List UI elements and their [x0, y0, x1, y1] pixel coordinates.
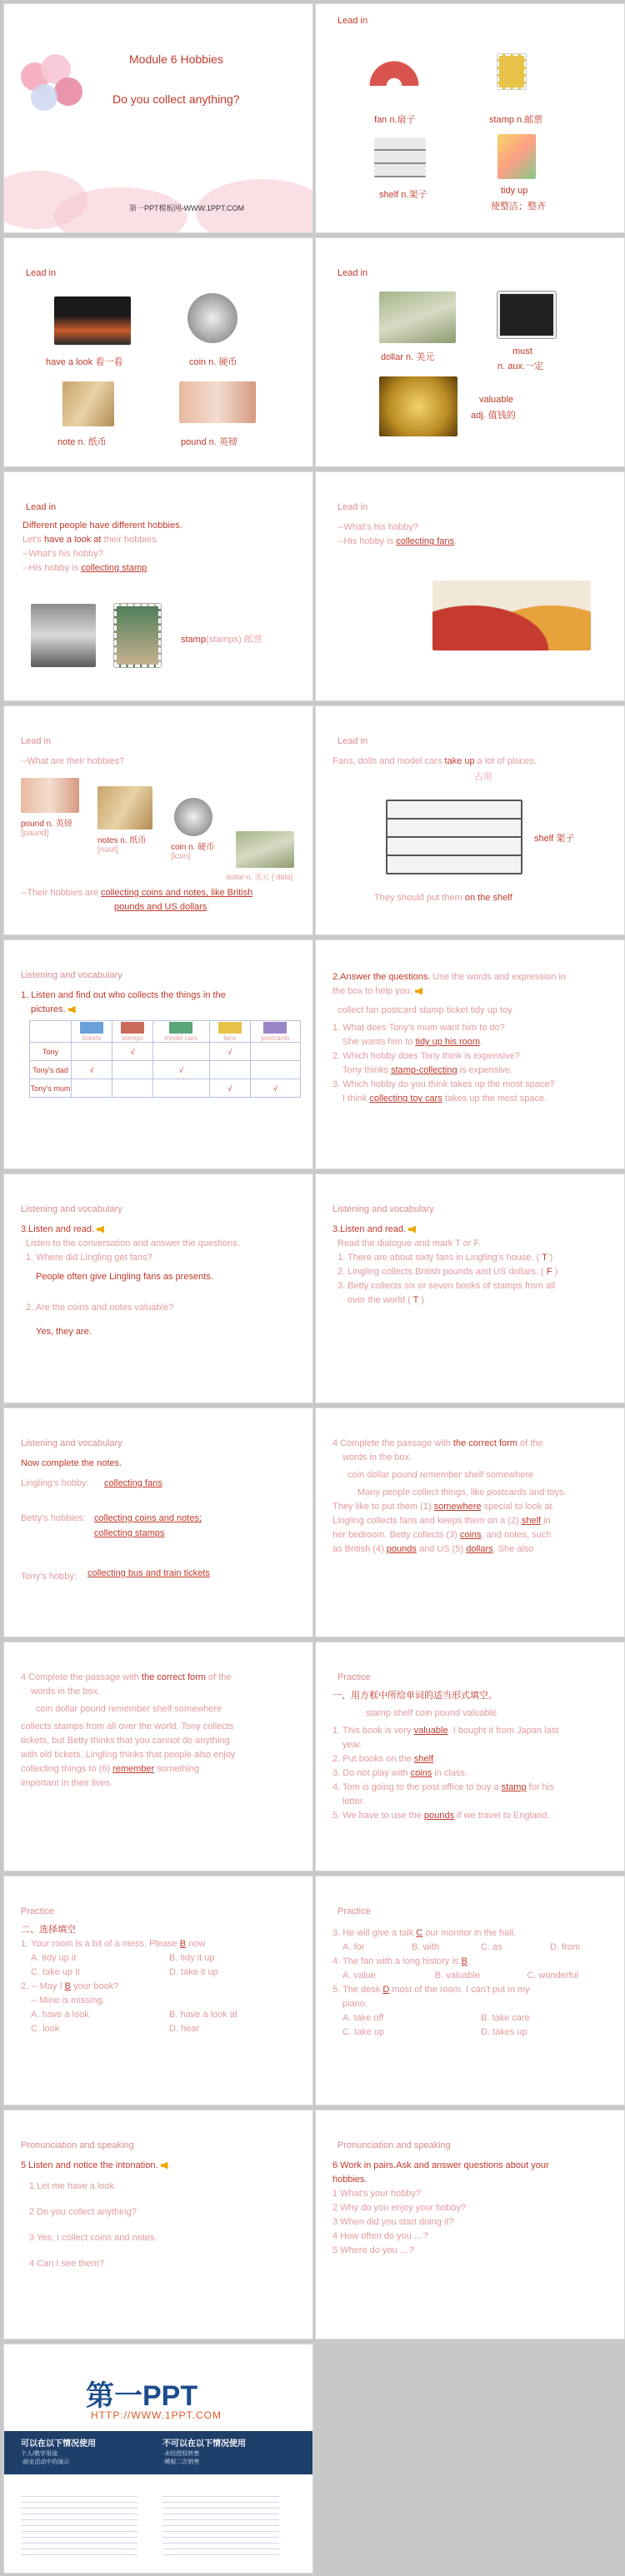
content-block: 2.Answer the questions. Use the words and expression in the box to help you. collect fan postcard stamp ticket tidy up toy 1. What does Tony's mum want him to do? She wants him to tidy up his room. 2. Which hobby does Tony think is expensive? Tony thinks stamp-collecting is expensive. 3. Which hobby do you think takes up the most space? I think collecting toy cars takes up the most space. — [332, 970, 616, 1106]
slide-header: Practice — [338, 1906, 371, 1916]
line-1: Different people have different hobbies. — [22, 521, 182, 531]
sentence-2: They should put them on the shelf — [374, 893, 512, 903]
slide-header: Practice — [338, 1672, 371, 1682]
slide-6-lead-in — [315, 471, 625, 701]
slide-header: Pronunciation and speaking — [21, 2140, 134, 2150]
question: --What are their hobbies? — [21, 756, 125, 766]
line-2: --His hobby is collecting fans. — [338, 536, 458, 547]
slide-header: Lead in — [338, 268, 368, 278]
sentence-3: 3 Yes, I collect coins and notes. — [29, 2233, 158, 2244]
dollar-image — [236, 831, 294, 868]
coin-label: coin n. 硬币 [kɔin] — [171, 843, 215, 861]
col-fans: fans — [209, 1021, 250, 1043]
line-2: Let's have a look at their hobbies. — [22, 535, 159, 546]
lingling-label: Lingling's hobby: — [21, 1478, 89, 1488]
pound-label: pound n. 英镑 [paund] — [21, 820, 72, 838]
shelf-caption: shelf n.架子 — [379, 190, 428, 200]
pound-note-image — [179, 381, 256, 423]
speaker-icon[interactable] — [68, 1006, 76, 1014]
slide-16-practice — [315, 1642, 625, 1871]
betty-answer-1: collecting coins and notes; — [94, 1513, 202, 1523]
pound-image — [21, 778, 79, 813]
valuable-meaning: adj. 值钱的 — [471, 411, 516, 421]
slide-21-template-credit — [3, 2344, 313, 2574]
treasure-image — [379, 376, 458, 436]
table-header-row — [30, 1021, 301, 1043]
slide-20-speaking — [315, 2110, 625, 2339]
slide-header: Listening and vocabulary — [21, 1438, 122, 1448]
site-logo: 第一PPT — [86, 2380, 198, 2412]
col-model-cars: model cars — [152, 1021, 209, 1043]
notes-image — [98, 786, 152, 830]
module-label: Module 6 Hobbies — [129, 52, 223, 66]
link-list-right — [162, 2491, 279, 2558]
content-block: 二、选择填空 1. Your room is a bit of a mess. Please B now A. tidy up it B. tidy it up C. take up it D. take it up 2. -- May I B your book? -- Mine is missing. A. have a look B. have a look at C. look D. hear — [21, 1925, 238, 2035]
collector-photo — [31, 604, 96, 667]
sentence-1: Fans, dolls and model cars take up a lot of places. — [332, 756, 537, 766]
bird-stamp — [114, 604, 161, 667]
slide-header: Lead in — [26, 268, 57, 278]
valuable-word: valuable — [479, 395, 513, 405]
stamp-definition: stamp(stamps) 邮票 — [181, 635, 262, 645]
tony-label: Tony's hobby: — [21, 1572, 77, 1582]
slide-17-practice — [3, 1876, 313, 2105]
sentence-1: 1 Let me have a look. — [29, 2181, 118, 2192]
slide-header: Listening and vocabulary — [332, 1204, 434, 1214]
slide-header: Lead in — [338, 502, 368, 512]
pound-caption: pound n. 英镑 — [181, 437, 238, 447]
slide-header: Pronunciation and speaking — [338, 2140, 451, 2150]
slide-15-passage — [3, 1642, 313, 1871]
take-up-meaning: 占用 — [474, 772, 492, 782]
content-block: 5 Listen and notice the intonation. 1 Let me have a look. 2 Do you collect anything? 3 Yes, I collect coins and notes. 4 Can I see them? — [21, 2159, 308, 2271]
slide-header: Lead in — [338, 736, 368, 746]
slide-header: Lead in — [26, 502, 57, 512]
sentence-4: 4 Can I see them? — [29, 2259, 104, 2270]
slide-3-lead-in — [3, 237, 313, 467]
content-block: 3.Listen and read. Read the dialogue and mark T or F. 1. There are about sixty fans in Lingling's house. ( T ) 2. Lingling collects British pounds and US dollars. ( F ) 3. Betty collects six or seven books of stamps from all over the world ( T ) — [332, 1224, 558, 1306]
slide-header: Listening and vocabulary — [21, 970, 122, 980]
slide-header: Lead in — [21, 736, 52, 746]
answer: --Their hobbies are collecting coins and notes, like British pounds and US dollars. — [21, 888, 253, 913]
coin-image — [174, 798, 212, 836]
betty-answer-2: collecting stamps — [94, 1528, 165, 1538]
banknote-image — [62, 381, 114, 426]
note-caption: note n. 纸币 — [58, 437, 107, 447]
task: 1. Listen and find out who collects the things in the pictures. — [21, 990, 226, 1015]
table-row: Tony's dad √ √ — [30, 1061, 301, 1079]
dollar-label: dollar n. 美元 [ˈdɒlə] — [226, 873, 293, 881]
slide-1-title — [3, 3, 313, 233]
content-block: 4 Complete the passage with the correct form of the words in the box. coin dollar pound remember shelf somewhere Many people collect things, like postcards and toys. They like to put them (1) somewhere special to look at. Lingling collects fans and keeps them on a (2) shelf in her bedroom. Betty collects (3) coins, and notes, such as British (4) pounds and US (5) dollars. She also — [332, 1437, 619, 1557]
slide-header: Listening and vocabulary — [21, 1204, 122, 1214]
shelf-photo — [386, 800, 522, 874]
content-block: 3. He will give a talk C our monitor in the hall. A. for B. with C. as D. from 4. The fan with a long history is B. A. value B. valuable C. wonderful 5. The desk D most of the room. I can't put in my piano. A. take off B. take care C. take up D. takes up — [332, 1928, 581, 2038]
slide-header: Lead in — [338, 16, 368, 26]
balloon-hearts — [21, 54, 88, 121]
lingling-answer: collecting fans — [104, 1478, 162, 1488]
slide-14-passage — [315, 1408, 625, 1637]
col-tickets: tickets — [72, 1021, 112, 1043]
slide-11-listen-read — [3, 1173, 313, 1403]
speaker-icon[interactable] — [408, 1226, 416, 1233]
slide-10-answer-questions — [315, 939, 625, 1169]
slide-2-lead-in — [315, 3, 625, 233]
word-box: coin dollar pound remember shelf somewhere — [36, 1704, 222, 1715]
tony-answer: collecting bus and train tickets — [88, 1568, 210, 1578]
dollar-image — [379, 291, 456, 343]
tidy-up-caption: tidy up — [501, 186, 528, 196]
speaker-icon[interactable] — [97, 1226, 104, 1233]
tidy-up-image — [498, 134, 536, 179]
shelf-image — [374, 137, 426, 177]
slide-12-true-false — [315, 1173, 625, 1403]
col-postcards: postcards — [250, 1021, 300, 1043]
coin-caption: coin n. 硬币 — [189, 357, 238, 367]
slide-9-listening — [3, 939, 313, 1169]
stamp-caption: stamp n.邮票 — [489, 115, 543, 125]
must-word: must — [512, 346, 532, 356]
slide-7-lead-in — [3, 705, 313, 935]
slide-title: Do you collect anything? — [112, 92, 240, 106]
question-2: 2. Which hobby does Tony think is expensive? — [332, 1051, 520, 1062]
footer-credit: 第一PPT模板网-WWW.1PPT.COM — [129, 204, 244, 212]
content-block: 一、用方框中所给单词的适当形式填空。 stamp shelf coin pound valuable 1. This book is very valuable. I bought it from Japan last year. 2. Put books on the shelf. 3. Do not play with coins in class. 4. Tom is going to the post office to buy a stamp for his letter. 5. We have to use the pounds if we travel to England. — [332, 1689, 619, 1823]
slide-18-practice — [315, 1876, 625, 2105]
question-1: 1. What does Tony's mum want him to do? — [332, 1023, 505, 1034]
slide-5-lead-in — [3, 471, 313, 701]
fans-photo — [432, 580, 591, 650]
fan-caption: fan n.扇子 — [374, 115, 416, 125]
site-url[interactable]: HTTP://WWW.1PPT.COM — [91, 2409, 222, 2421]
content-block — [22, 519, 182, 575]
table-row: Tony √ √ — [30, 1043, 301, 1061]
sentence-2: 2 Do you collect anything? — [29, 2207, 138, 2218]
collectors-table — [29, 1020, 301, 1098]
content-block: 6 Work in pairs.Ask and answer questions about your hobbies. 1 What's your hobby? 2 Why do you enjoy your hobby? 3 When did you start doing it? 4 How often do you …? 5 Where do you …? — [332, 2160, 549, 2256]
must-meaning: n. aux.一定 — [498, 361, 544, 371]
dollar-caption: dollar n. 美元 — [381, 352, 435, 362]
notes-label: notes n. 纸币 [nəʊt] — [98, 836, 147, 855]
speaker-icon[interactable] — [161, 2162, 168, 2170]
coin-image — [188, 293, 238, 343]
shelf-label: shelf 架子 — [534, 834, 575, 844]
speaker-icon[interactable] — [415, 988, 422, 995]
question-1: 1. Where did Lingling get fans? — [26, 1253, 152, 1263]
line-1: --What's his hobby? — [338, 522, 418, 532]
question-2: 2. Are the coins and notes valuable? — [26, 1303, 174, 1313]
line-4: --His hobby is collecting stamp. — [22, 563, 150, 574]
answer-1: People often give Lingling fans as presents. — [36, 1272, 213, 1283]
betty-label: Betty's hobbies: — [21, 1513, 86, 1523]
slide-header: Practice — [21, 1906, 54, 1916]
must-sign-image — [498, 291, 556, 338]
word-box: stamp shelf coin pound valuable — [366, 1708, 498, 1719]
slide-8-lead-in — [315, 705, 625, 935]
slide-13-notes — [3, 1408, 313, 1637]
answer-2: Yes, they are. — [36, 1327, 92, 1338]
link-list-left — [21, 2491, 138, 2558]
content-block: 4 Complete the passage with the correct form of the words in the box. coin dollar pound remember shelf somewhere collects stamps from all over the world. Tony collects tickets, but Betty thinks that you cannot do anything with old tickets. Lingling thinks that people also enjoy collecting things to (6) remember something important in their lives. — [21, 1671, 308, 1791]
slide-4-lead-in — [315, 237, 625, 467]
opera-house-image — [54, 296, 131, 345]
stamp-image — [498, 54, 526, 89]
content-block — [338, 521, 457, 549]
table-row: Tony's mum √ √ — [30, 1079, 301, 1098]
slide-19-pronunciation — [3, 2110, 313, 2339]
question-3: 3. Which hobby do you think takes up the most space? — [332, 1079, 555, 1090]
fan-image — [369, 52, 419, 86]
tidy-up-meaning: 使整洁；整齐 — [491, 202, 546, 212]
col-stamps: stamps — [112, 1021, 152, 1043]
usage-banner: 可以在以下情况使用 不可以在以下情况使用 个人/教学用途 ·商业活动中的演示 ·未经授权转售 ·模板二次销售 — [4, 2431, 313, 2474]
word-box: collect fan postcard stamp ticket tidy up toy — [338, 1005, 512, 1016]
have-a-look-caption: have a look 看一看 — [46, 357, 123, 367]
line-3: --What's his hobby? — [22, 549, 103, 560]
content-block: 3.Listen and read. Listen to the conversation and answer the questions. 1. Where did Lingling get fans? People often give Lingling fans as presents. 2. Are the coins and notes valuable? Yes, they are. — [21, 1223, 304, 1339]
task: Now complete the notes. — [21, 1458, 122, 1468]
word-box: coin dollar pound remember shelf somewhere — [348, 1470, 534, 1481]
